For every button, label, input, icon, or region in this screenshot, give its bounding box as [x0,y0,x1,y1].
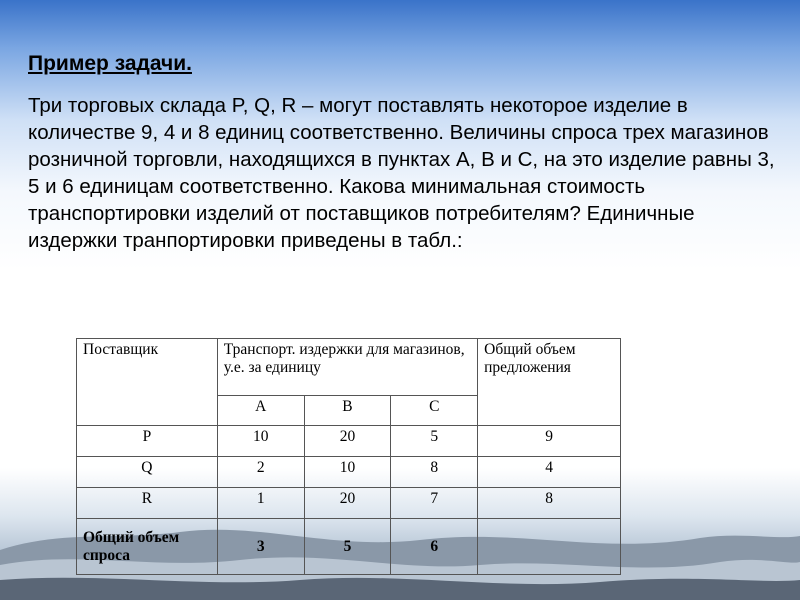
demand-c: 6 [391,519,478,575]
cost-c: 7 [391,488,478,519]
cost-a: 2 [217,457,304,488]
demand-empty-cell [478,519,621,575]
table-row [77,457,621,488]
cost-b: 20 [304,426,391,457]
table-row [77,426,621,457]
cost-b: 20 [304,488,391,519]
header-store-c: C [391,396,478,426]
cost-c: 8 [391,457,478,488]
supply-value: 4 [478,457,621,488]
problem-text: Три торговых склада P, Q, R – могут поставлять некоторое изделие в количестве 9, 4 и 8 единиц соответственно. Величины спроса трех магазинов розничной торговли, находящихся в пунктах A, B и C, на это изделие равны 3, 5 и 6 единицам соответственно. Какова минимальная стоимость транспортировки изделий от поставщиков потребителям? Единичные издержки транпортировки приведены в табл.: [28,94,775,252]
supply-value: 8 [478,488,621,519]
table-row [77,488,621,519]
header-supply: Общий объем предложения [478,339,621,426]
supplier-name: Q [77,457,218,488]
demand-a: 3 [217,519,304,575]
supply-value: 9 [478,426,621,457]
header-store-b: B [304,396,391,426]
supplier-name: R [77,488,218,519]
header-supplier: Поставщик [77,339,218,426]
cost-b: 10 [304,457,391,488]
header-store-a: A [217,396,304,426]
demand-b: 5 [304,519,391,575]
cost-c: 5 [391,426,478,457]
cost-a: 10 [217,426,304,457]
demand-row [77,519,621,575]
cost-table [76,338,621,575]
supplier-name: P [77,426,218,457]
cost-a: 1 [217,488,304,519]
demand-label: Общий объем спроса [77,519,218,575]
header-costs: Транспорт. издержки для магазинов, у.е. за единицу [217,339,477,396]
page-title: Пример задачи. [28,52,192,75]
